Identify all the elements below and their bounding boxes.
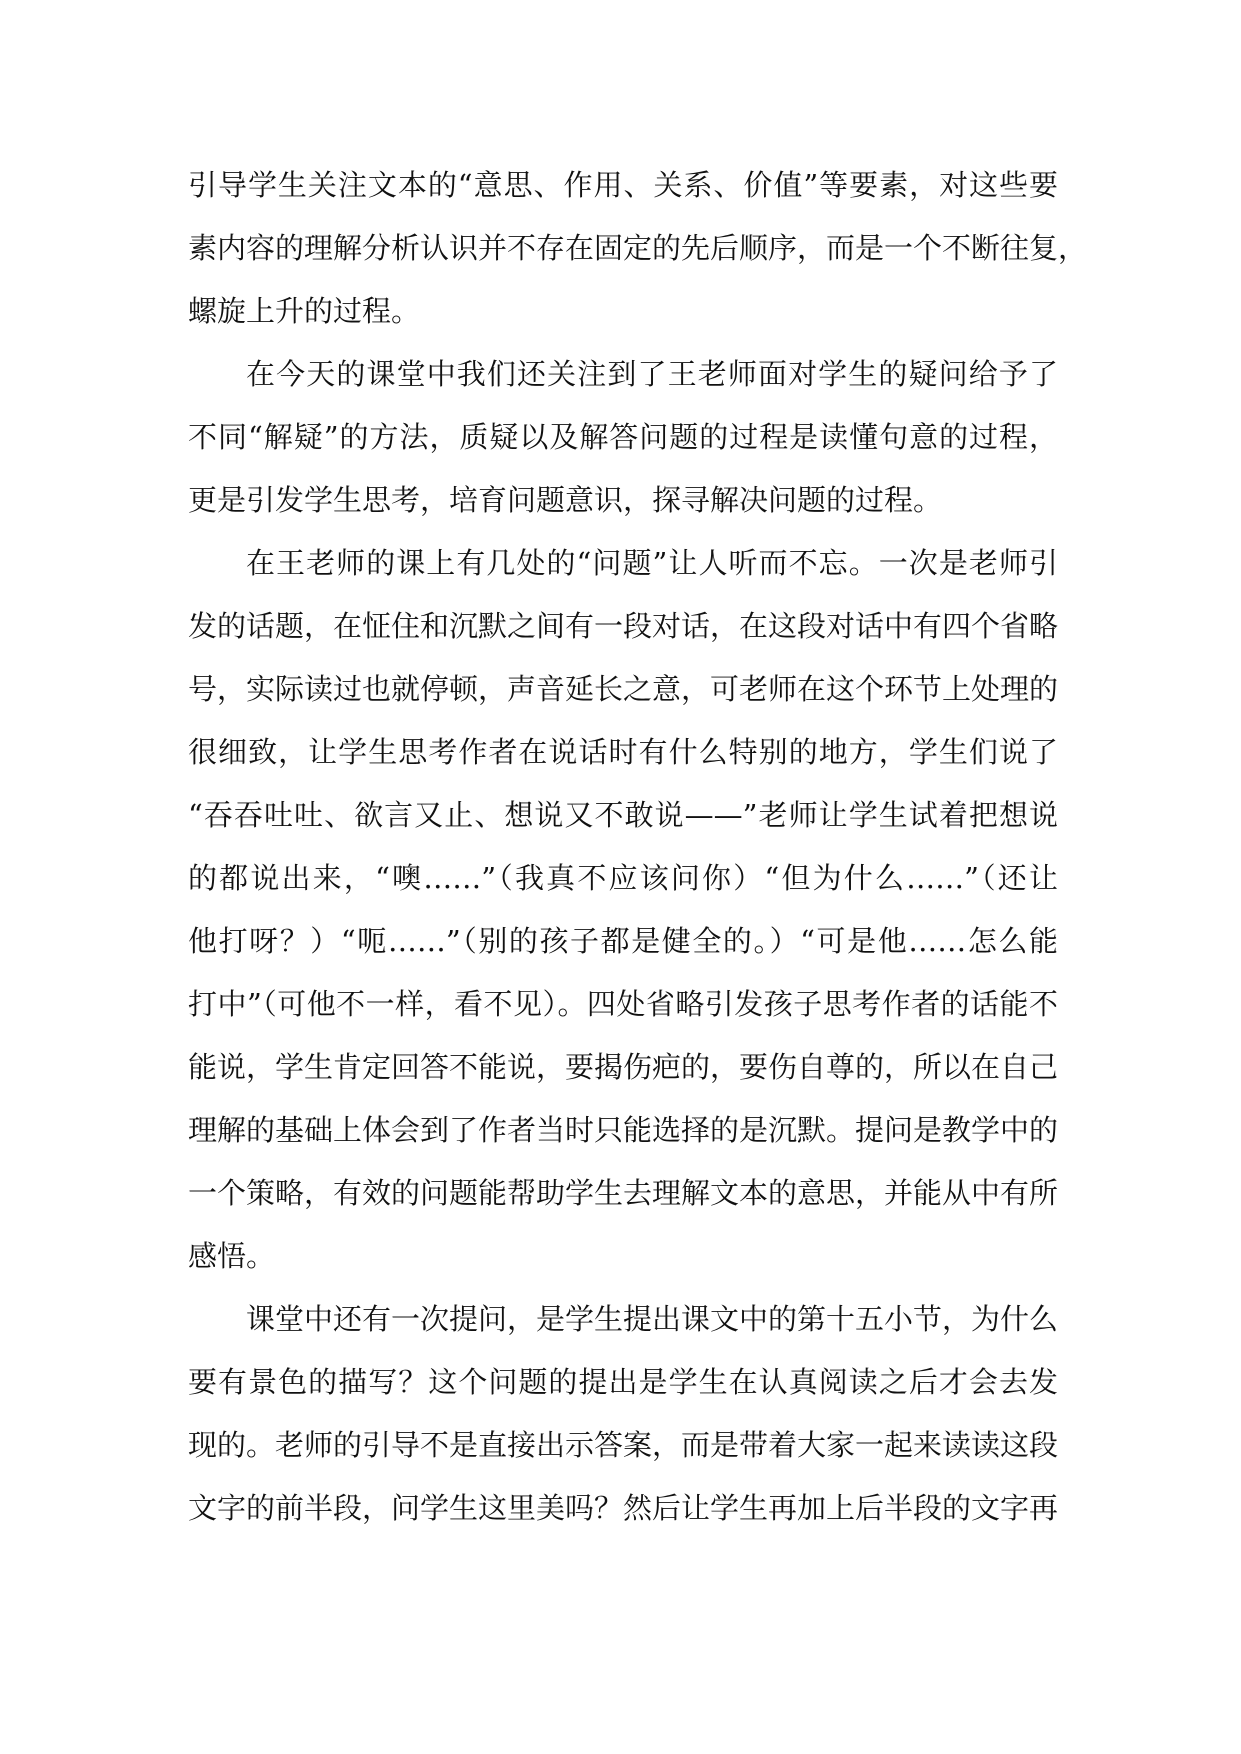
paragraph-3-line-6: 的都说出来，“噢……”（我真不应该问你）“但为什么……”（还让: [188, 861, 1058, 895]
paragraph-3-line-7: 他打呀？）“呃……”（别的孩子都是健全的。）“可是他……怎么能: [188, 924, 1058, 958]
paragraph-3-line-9: 能说，学生肯定回答不能说，要揭伤疤的，要伤自尊的，所以在自己: [188, 1050, 1059, 1084]
paragraph-4-line-2: 要有景色的描写？这个问题的提出是学生在认真阅读之后才会去发: [188, 1365, 1058, 1399]
paragraph-3-line-5: “吞吞吐吐、欲言又止、想说又不敢说——”老师让学生试着把想说: [188, 798, 1058, 832]
paragraph-1-line-2: 素内容的理解分析认识并不存在固定的先后顺序，而是一个不断往复，: [188, 231, 1088, 265]
paragraph-3-line-2: 发的话题，在怔住和沉默之间有一段对话，在这段对话中有四个省略: [188, 609, 1059, 643]
paragraph-2-line-2: 不同“解疑”的方法，质疑以及解答问题的过程是读懂句意的过程，: [188, 420, 1058, 454]
paragraph-1-line-3: 螺旋上升的过程。: [188, 294, 421, 328]
paragraph-3-line-3: 号，实际读过也就停顿，声音延长之意，可老师在这个环节上处理的: [188, 672, 1059, 706]
paragraph-4-line-4: 文字的前半段，问学生这里美吗？然后让学生再加上后半段的文字再: [188, 1491, 1059, 1525]
paragraph-3-line-10: 理解的基础上体会到了作者当时只能选择的是沉默。提问是教学中的: [188, 1113, 1059, 1147]
paragraph-2-line-1: 在今天的课堂中我们还关注到了王老师面对学生的疑问给予了: [246, 357, 1058, 391]
paragraph-3-line-11: 一个策略，有效的问题能帮助学生去理解文本的意思，并能从中有所: [188, 1176, 1059, 1210]
paragraph-3-line-1: 在王老师的课上有几处的“问题”让人听而不忘。一次是老师引: [246, 546, 1058, 580]
paragraph-2-line-3: 更是引发学生思考，培育问题意识，探寻解决问题的过程。: [188, 483, 943, 517]
paragraph-4-line-1: 课堂中还有一次提问，是学生提出课文中的第十五小节，为什么: [246, 1302, 1059, 1336]
body-text: [188, 154, 1088, 1540]
paragraph-4-line-3: 现的。老师的引导不是直接出示答案，而是带着大家一起来读读这段: [188, 1428, 1059, 1462]
paragraph-3-line-8: 打中”（可他不一样，看不见）。四处省略引发孩子思考作者的话能不: [188, 987, 1058, 1021]
paragraph-3-line-12: 感悟。: [188, 1239, 276, 1273]
paragraph-1-line-1: 引导学生关注文本的“意思、作用、关系、价值”等要素，对这些要: [188, 168, 1058, 202]
paragraph-3-line-4: 很细致，让学生思考作者在说话时有什么特别的地方，学生们说了: [188, 735, 1058, 769]
